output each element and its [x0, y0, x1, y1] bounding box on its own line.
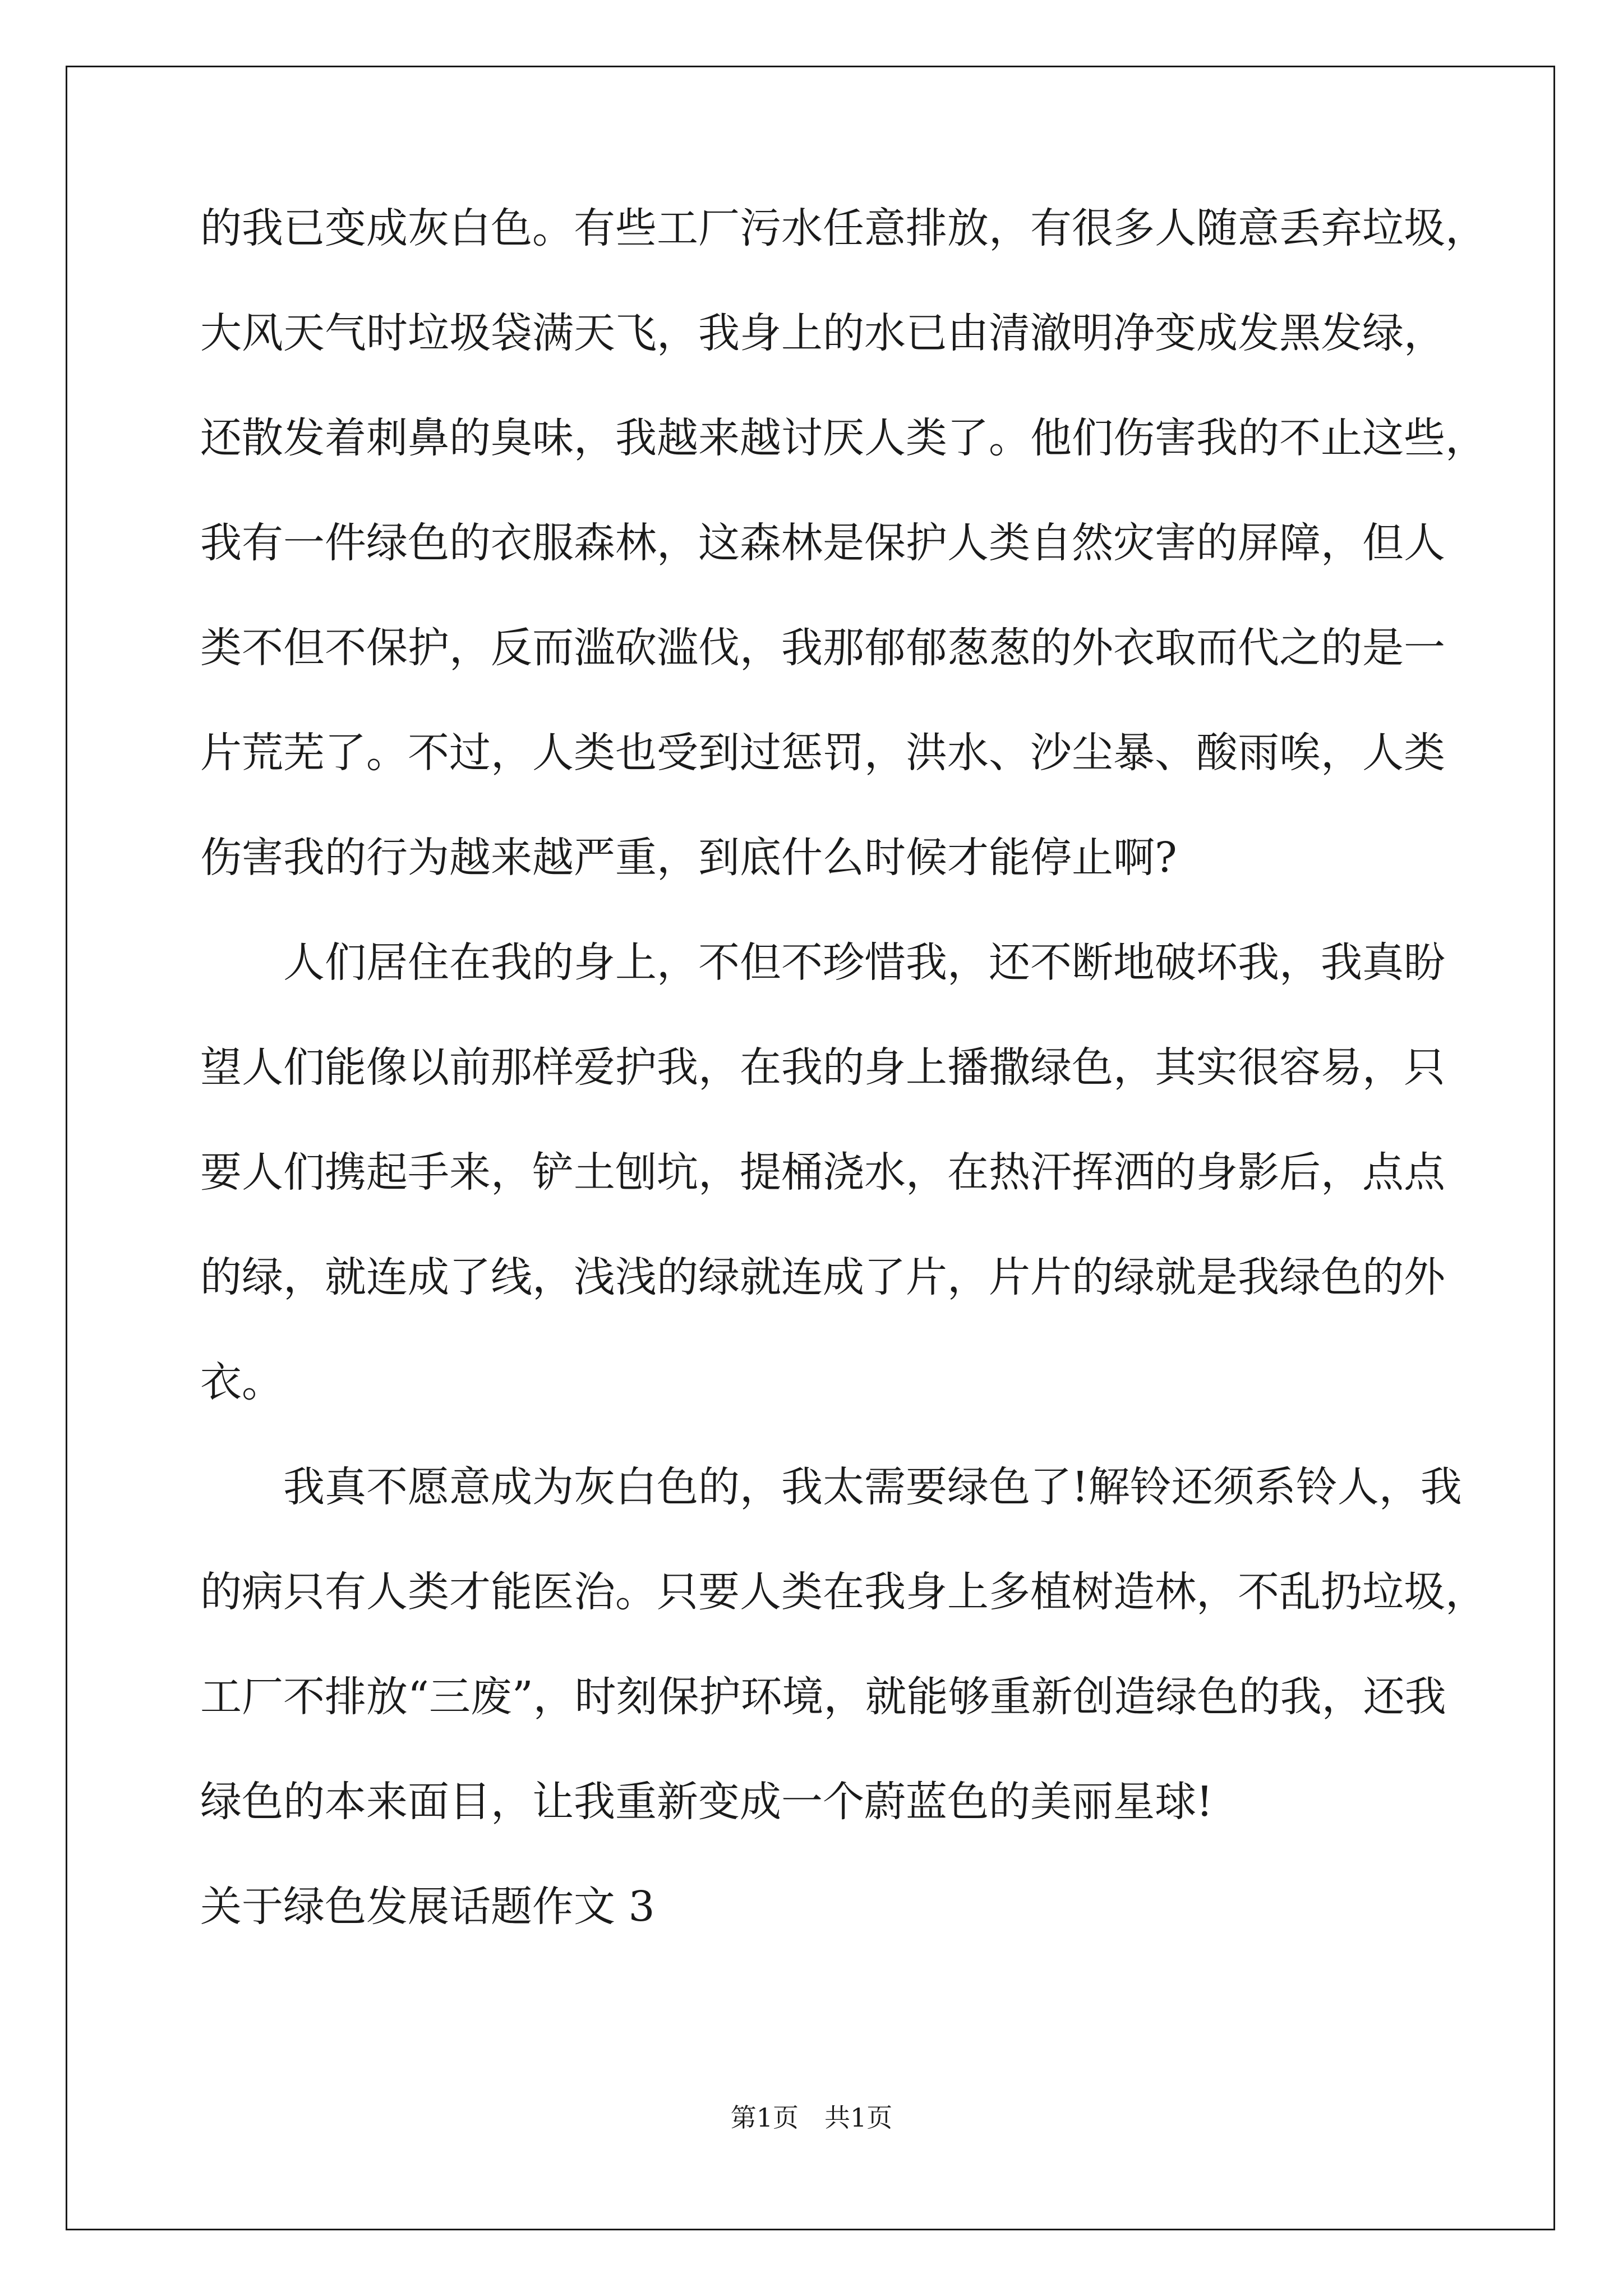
text-line: 大风天气时垃圾袋满天飞，我身上的水已由清澈明净变成发黑发绿， [200, 309, 1445, 357]
text-line: 我真不愿意成为灰白色的，我太需要绿色了!解铃还须系铃人，我 [283, 1463, 1462, 1511]
text-line: 人们居住在我的身上，不但不珍惜我，还不断地破坏我，我真盼 [283, 938, 1445, 987]
page-number-footer: 第1页 共1页 [730, 2102, 893, 2133]
text-line: 我有一件绿色的衣服森林，这森林是保护人类自然灾害的屏障，但人 [200, 519, 1445, 567]
text-line: 要人们携起手来，铲土刨坑，提桶浇水，在热汗挥洒的身影后，点点 [200, 1148, 1445, 1197]
text-line: 绿色的本来面目，让我重新变成一个蔚蓝色的美丽星球! [200, 1778, 1213, 1826]
text-line: 类不但不保护，反而滥砍滥伐，我那郁郁葱葱的外衣取而代之的是一 [200, 624, 1445, 672]
text-line: 工厂不排放“三废”，时刻保护环境，就能够重新创造绿色的我，还我 [200, 1673, 1446, 1721]
text-line: 还散发着刺鼻的臭味，我越来越讨厌人类了。他们伤害我的不止这些， [200, 414, 1487, 462]
section-heading: 关于绿色发展话题作文 3 [200, 1883, 655, 1931]
text-line: 的绿，就连成了线，浅浅的绿就连成了片，片片的绿就是我绿色的外 [200, 1253, 1445, 1301]
text-line: 衣。 [200, 1358, 283, 1406]
text-line: 的我已变成灰白色。有些工厂污水任意排放，有很多人随意丢弃垃圾， [200, 204, 1487, 252]
text-line: 的病只有人类才能医治。只要人类在我身上多植树造林，不乱扔垃圾， [200, 1568, 1487, 1616]
text-line: 伤害我的行为越来越严重，到底什么时候才能停止啊? [200, 834, 1177, 882]
text-line: 望人们能像以前那样爱护我，在我的身上播撒绿色，其实很容易，只 [200, 1043, 1445, 1092]
text-line: 片荒芜了。不过，人类也受到过惩罚，洪水、沙尘暴、酸雨唉，人类 [200, 729, 1445, 777]
